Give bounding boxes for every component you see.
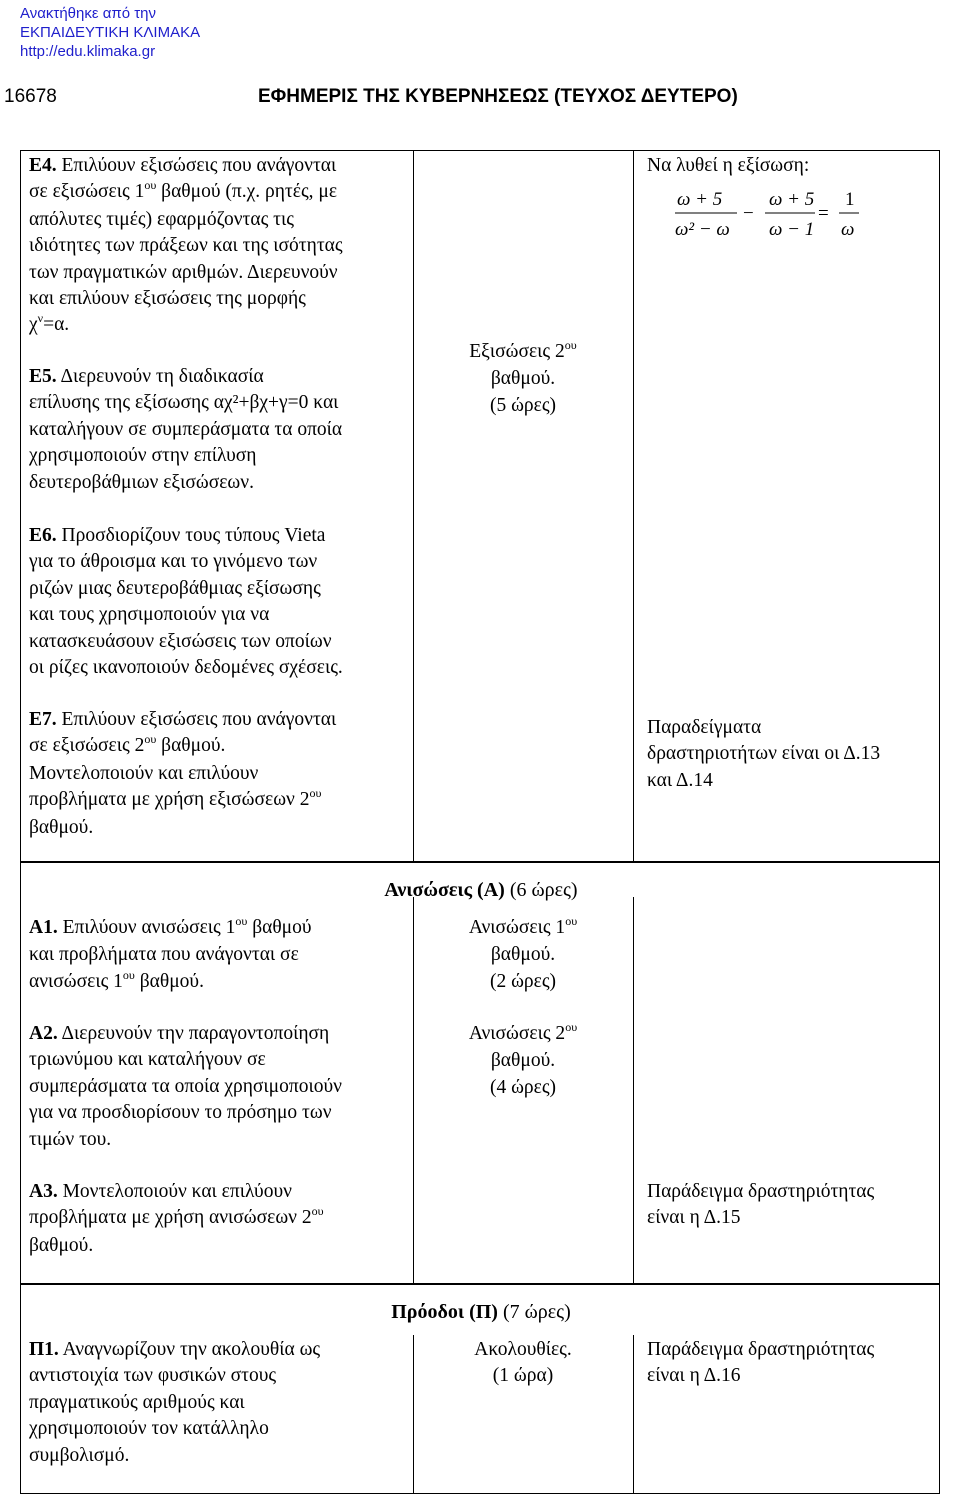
fraction-1-denominator: ω² − ω [675, 219, 730, 240]
column-divider [633, 1335, 634, 1493]
source-note [20, 4, 200, 61]
section-heading-progressions: Πρόοδοι (Π) (7 ώρες) [391, 1301, 571, 1323]
source-line-2: ΕΚΠΑΙΔΕΥΤΙΚΗ ΚΛΙΜΑΚΑ [20, 24, 201, 41]
table-inequalities [20, 862, 940, 1284]
source-url-link[interactable]: http://edu.klimaka.gr [20, 43, 156, 60]
topic-inequalities-1st-degree: Ανισώσεις $1^{o\upsilon}$ βαθμού. (2 ώρες) [468, 914, 578, 992]
topic-equations-2nd-degree: Εξισώσεις $2^{o\upsilon}$ βαθμού. (5 ώρες) [469, 338, 577, 416]
rational-equation [645, 191, 865, 241]
activity-equation-intro: Να λυθεί η εξίσωση: [647, 155, 810, 176]
source-line-1: Ανακτήθηκε από την [20, 5, 157, 22]
column-divider [633, 151, 634, 861]
page-number: 16678 [4, 86, 57, 107]
column-divider [413, 151, 414, 861]
fraction-1-numerator: ω + 5 [677, 189, 723, 210]
section-heading-inequalities: Ανισώσεις (Α) (6 ώρες) [384, 879, 578, 901]
fraction-3-numerator: 1 [845, 189, 855, 210]
activity-examples-d13-d14: Παραδείγματα δραστηριοτήτων είναι οι Δ.13 και Δ.14 [647, 717, 881, 791]
objective-a2: Α2. Διερευνούν την παραγοντοποίηση τριωνύμου και καταλήγουν σε συμπεράσματα τα οποία χρησιμοποιούν για να προσδιορίσουν το πρόσημο των τιμών του. [29, 1023, 342, 1150]
objective-a3: Α3. Μοντελοποιούν και επιλύουν προβλήματα με χρήση ανισώσεων $2^{o\upsilon}$ βαθμού. [29, 1181, 324, 1256]
objective-e4: Ε4. Επιλύουν εξισώσεις που ανάγονται σε εξισώσεις $1^{o\upsilon}$ βαθμού (π.χ. ρητές, με απόλυτες τιμές) εφαρμόζοντας τις ιδιότητες των πράξεων και της ισότητας των πραγματικών αριθμών. Διερευνούν και επιλύουν εξισώσεις της μορφής $\chi^\nu=\alpha$. [29, 155, 343, 336]
table-progressions [20, 1284, 940, 1494]
fraction-3-denominator: ω [841, 219, 855, 240]
fraction-2-numerator: ω + 5 [769, 189, 815, 210]
equals-sign: = [818, 203, 829, 224]
column-divider [633, 897, 634, 1283]
objective-e7: Ε7. Επιλύουν εξισώσεις που ανάγονται σε εξισώσεις $2^{o\upsilon}$ βαθμού. Μοντελοποιούν και επιλύουν προβλήματα με χρήση εξισώσεων $2^{o\upsilon}$ βαθμού. [29, 709, 337, 838]
topic-inequalities-2nd-degree: Ανισώσεις $2^{o\upsilon}$ βαθμού. (4 ώρες) [468, 1020, 578, 1098]
table-equations [20, 150, 940, 862]
topic-sequences: Ακολουθίες. (1 ώρα) [474, 1339, 572, 1387]
activity-example-d16: Παράδειγμα δραστηριότητας είναι η Δ.16 [647, 1339, 875, 1387]
minus-sign: − [743, 203, 754, 224]
objective-e5: Ε5. Διερευνούν τη διαδικασία επίλυσης της εξίσωσης αχ²+βχ+γ=0 και καταλήγουν σε συμπεράσματα τα οποία χρησιμοποιούν στην επίλυση δευτεροβάθμιων εξισώσεων. [29, 366, 343, 493]
fraction-2-denominator: ω − 1 [769, 219, 815, 240]
objective-e6: Ε6. Προσδιορίζουν τους τύπους Vieta για το άθροισμα και το γινόμενο των ριζών μιας δευτεροβάθμιας εξίσωσης και τους χρησιμοποιούν για να κατασκευάσουν εξισώσεις των οποίων οι ρίζες ικανοποιούν δεδομένες σχέσεις. [29, 525, 343, 679]
objective-a1: Α1. Επιλύουν ανισώσεις $1^{o\upsilon}$ βαθμού και προβλήματα που ανάγονται σε ανισώσεις $1^{o\upsilon}$ βαθμού. [29, 914, 312, 992]
objective-p1: Π1. Αναγνωρίζουν την ακολουθία ως αντιστοιχία των φυσικών στους πραγματικούς αριθμούς και χρησιμοποιούν τον κατάλληλο συμβολισμό. [29, 1339, 321, 1466]
activity-example-d15: Παράδειγμα δραστηριότητας είναι η Δ.15 [647, 1181, 875, 1229]
gazette-title: ΕΦΗΜΕΡΙΣ ΤΗΣ ΚΥΒΕΡΝΗΣΕΩΣ (ΤΕΥΧΟΣ ΔΕΥΤΕΡΟ) [258, 86, 738, 107]
